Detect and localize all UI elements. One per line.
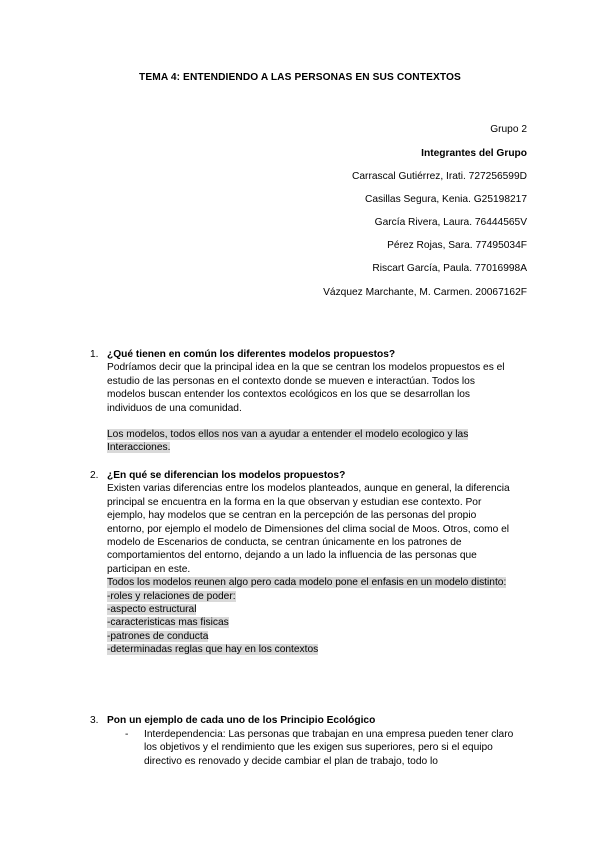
member-name: Vázquez Marchante, M. Carmen. 20067162F	[323, 287, 527, 298]
question-2-block	[90, 469, 510, 657]
question-2-heading: ¿En qué se diferencian los modelos propuestos?	[107, 470, 346, 481]
member-name: Carrascal Gutiérrez, Irati. 727256599D	[352, 171, 527, 182]
list-item: -patrones de conducta	[107, 630, 209, 642]
principle-item-text: Interdependencia: Las personas que trabajan en una empresa pueden tener claro los objetivos y el rendimiento que les exigen sus superiores, pero si el equipo directivo es renovado y decide cambiar el plan de trabajo, todo lo	[144, 729, 514, 767]
list-item: -caracteristicas mas fisicas	[107, 617, 229, 629]
question-3-heading: Pon un ejemplo de cada uno de los Principio Ecológico	[107, 715, 376, 726]
principle-item	[125, 728, 520, 768]
question-number: 1.	[90, 349, 99, 360]
question-2-highlight: Todos los modelos reunen algo pero cada modelo pone el enfasis en un modelo distinto:	[107, 577, 507, 589]
list-item: -roles y relaciones de poder:	[107, 590, 236, 602]
question-2-answer: Existen varias diferencias entre los modelos planteados, aunque en general, la diferencia principal se encuentra en la forma en la que observan y estudian ese contexto. Por ejemplo, hay modelos que se centran en la percepción de las personas del propio entorno, por ejemplo el modelo de Dimensiones del clima social de Moos. Otros, como el modelo de Escenarios de conducta, se centran únicamente en los patrones de comportamientos del entorno, dejando a un lado la influencia de las personas que participan en este.	[107, 483, 510, 575]
question-3-block	[90, 714, 510, 727]
members-heading: Integrantes del Grupo	[421, 148, 527, 159]
member-name: Casillas Segura, Kenia. G25198217	[365, 194, 527, 205]
member-name: Riscart García, Paula. 77016998A	[372, 263, 527, 274]
question-number: 3.	[90, 715, 99, 726]
member-name: Pérez Rojas, Sara. 77495034F	[387, 240, 527, 251]
list-item: -aspecto estructural	[107, 604, 197, 616]
member-name: García Rivera, Laura. 76444565V	[374, 217, 527, 228]
question-1-highlight: Los modelos, todos ellos nos van a ayudar a entender el modelo ecologico y las Interacciones.	[107, 429, 469, 454]
question-1-answer: Podríamos decir que la principal idea en la que se centran los modelos propuestos es el estudio de las personas en el contexto donde se mueven e interactúan. Todos los modelos buscan entender los contextos ecológicos en los que se desarrollan los individuos de una comunidad.	[107, 362, 505, 414]
group-name: Grupo 2	[490, 124, 527, 135]
dash-bullet: -	[125, 729, 129, 740]
question-number: 2.	[90, 470, 99, 481]
question-1-block	[90, 348, 510, 455]
question-1-heading: ¿Qué tienen en común los diferentes modelos propuestos?	[107, 349, 396, 360]
list-item: -determinadas reglas que hay en los contextos	[107, 644, 319, 656]
document-title: TEMA 4: ENTENDIENDO A LAS PERSONAS EN SUS CONTEXTOS	[139, 72, 461, 83]
